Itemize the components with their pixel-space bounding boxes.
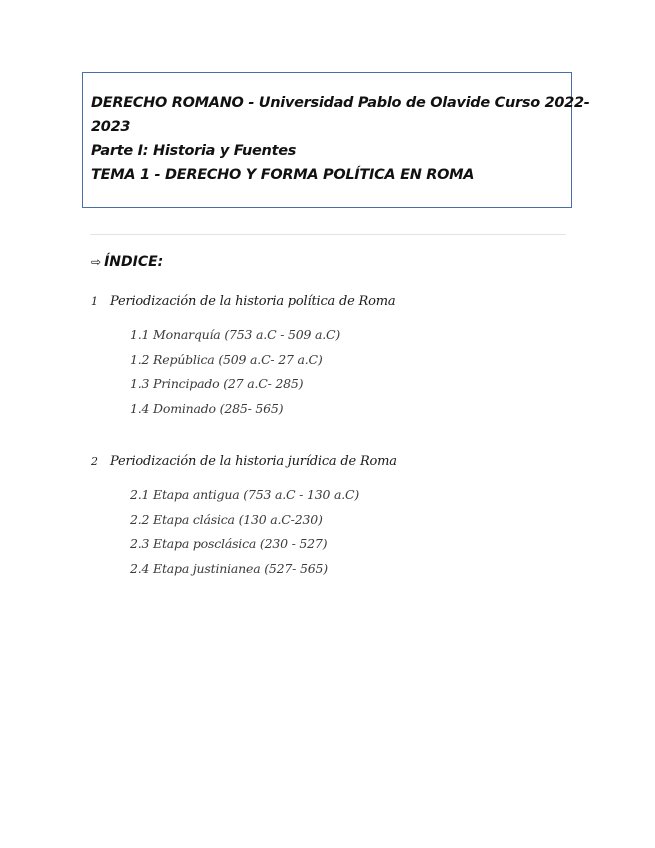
list-item: 1.4 Dominado (285- 565) xyxy=(130,400,284,416)
section-number: 1 xyxy=(91,295,98,308)
list-item: 2.4 Etapa justinianea (527- 565) xyxy=(130,560,328,576)
index-section-2 xyxy=(91,450,397,469)
course-year-line: 2023 xyxy=(91,119,131,135)
section-divider xyxy=(90,234,566,235)
section-number: 2 xyxy=(91,455,98,468)
index-heading-label: ÍNDICE: xyxy=(104,254,164,270)
section-title: Periodización de la historia política de Roma xyxy=(110,294,396,309)
list-item: 1.3 Principado (27 a.C- 285) xyxy=(130,376,304,391)
document-header-box xyxy=(82,72,590,208)
arrow-right-icon: ⇨ xyxy=(91,255,102,269)
part-title: Parte I: Historia y Fuentes xyxy=(91,143,297,159)
list-item: 2.1 Etapa antigua (753 a.C - 130 a.C) xyxy=(130,487,360,502)
list-item: 1.1 Monarquía (753 a.C - 509 a.C) xyxy=(130,327,341,342)
index-heading xyxy=(91,254,163,270)
section-title: Periodización de la historia jurídica de Roma xyxy=(110,454,397,469)
list-item: 2.2 Etapa clásica (130 a.C-230) xyxy=(130,511,323,527)
list-item: 2.3 Etapa posclásica (230 - 527) xyxy=(130,536,328,551)
index-section-1 xyxy=(91,290,395,309)
list-item: 1.2 República (509 a.C- 27 a.C) xyxy=(130,351,323,367)
section-1-subitems xyxy=(130,323,340,421)
course-title-line: DERECHO ROMANO - Universidad Pablo de Olavide Curso 2022- xyxy=(91,95,590,111)
topic-title: TEMA 1 - DERECHO Y FORMA POLÍTICA EN ROMA xyxy=(91,167,475,183)
section-2-subitems xyxy=(130,483,359,581)
